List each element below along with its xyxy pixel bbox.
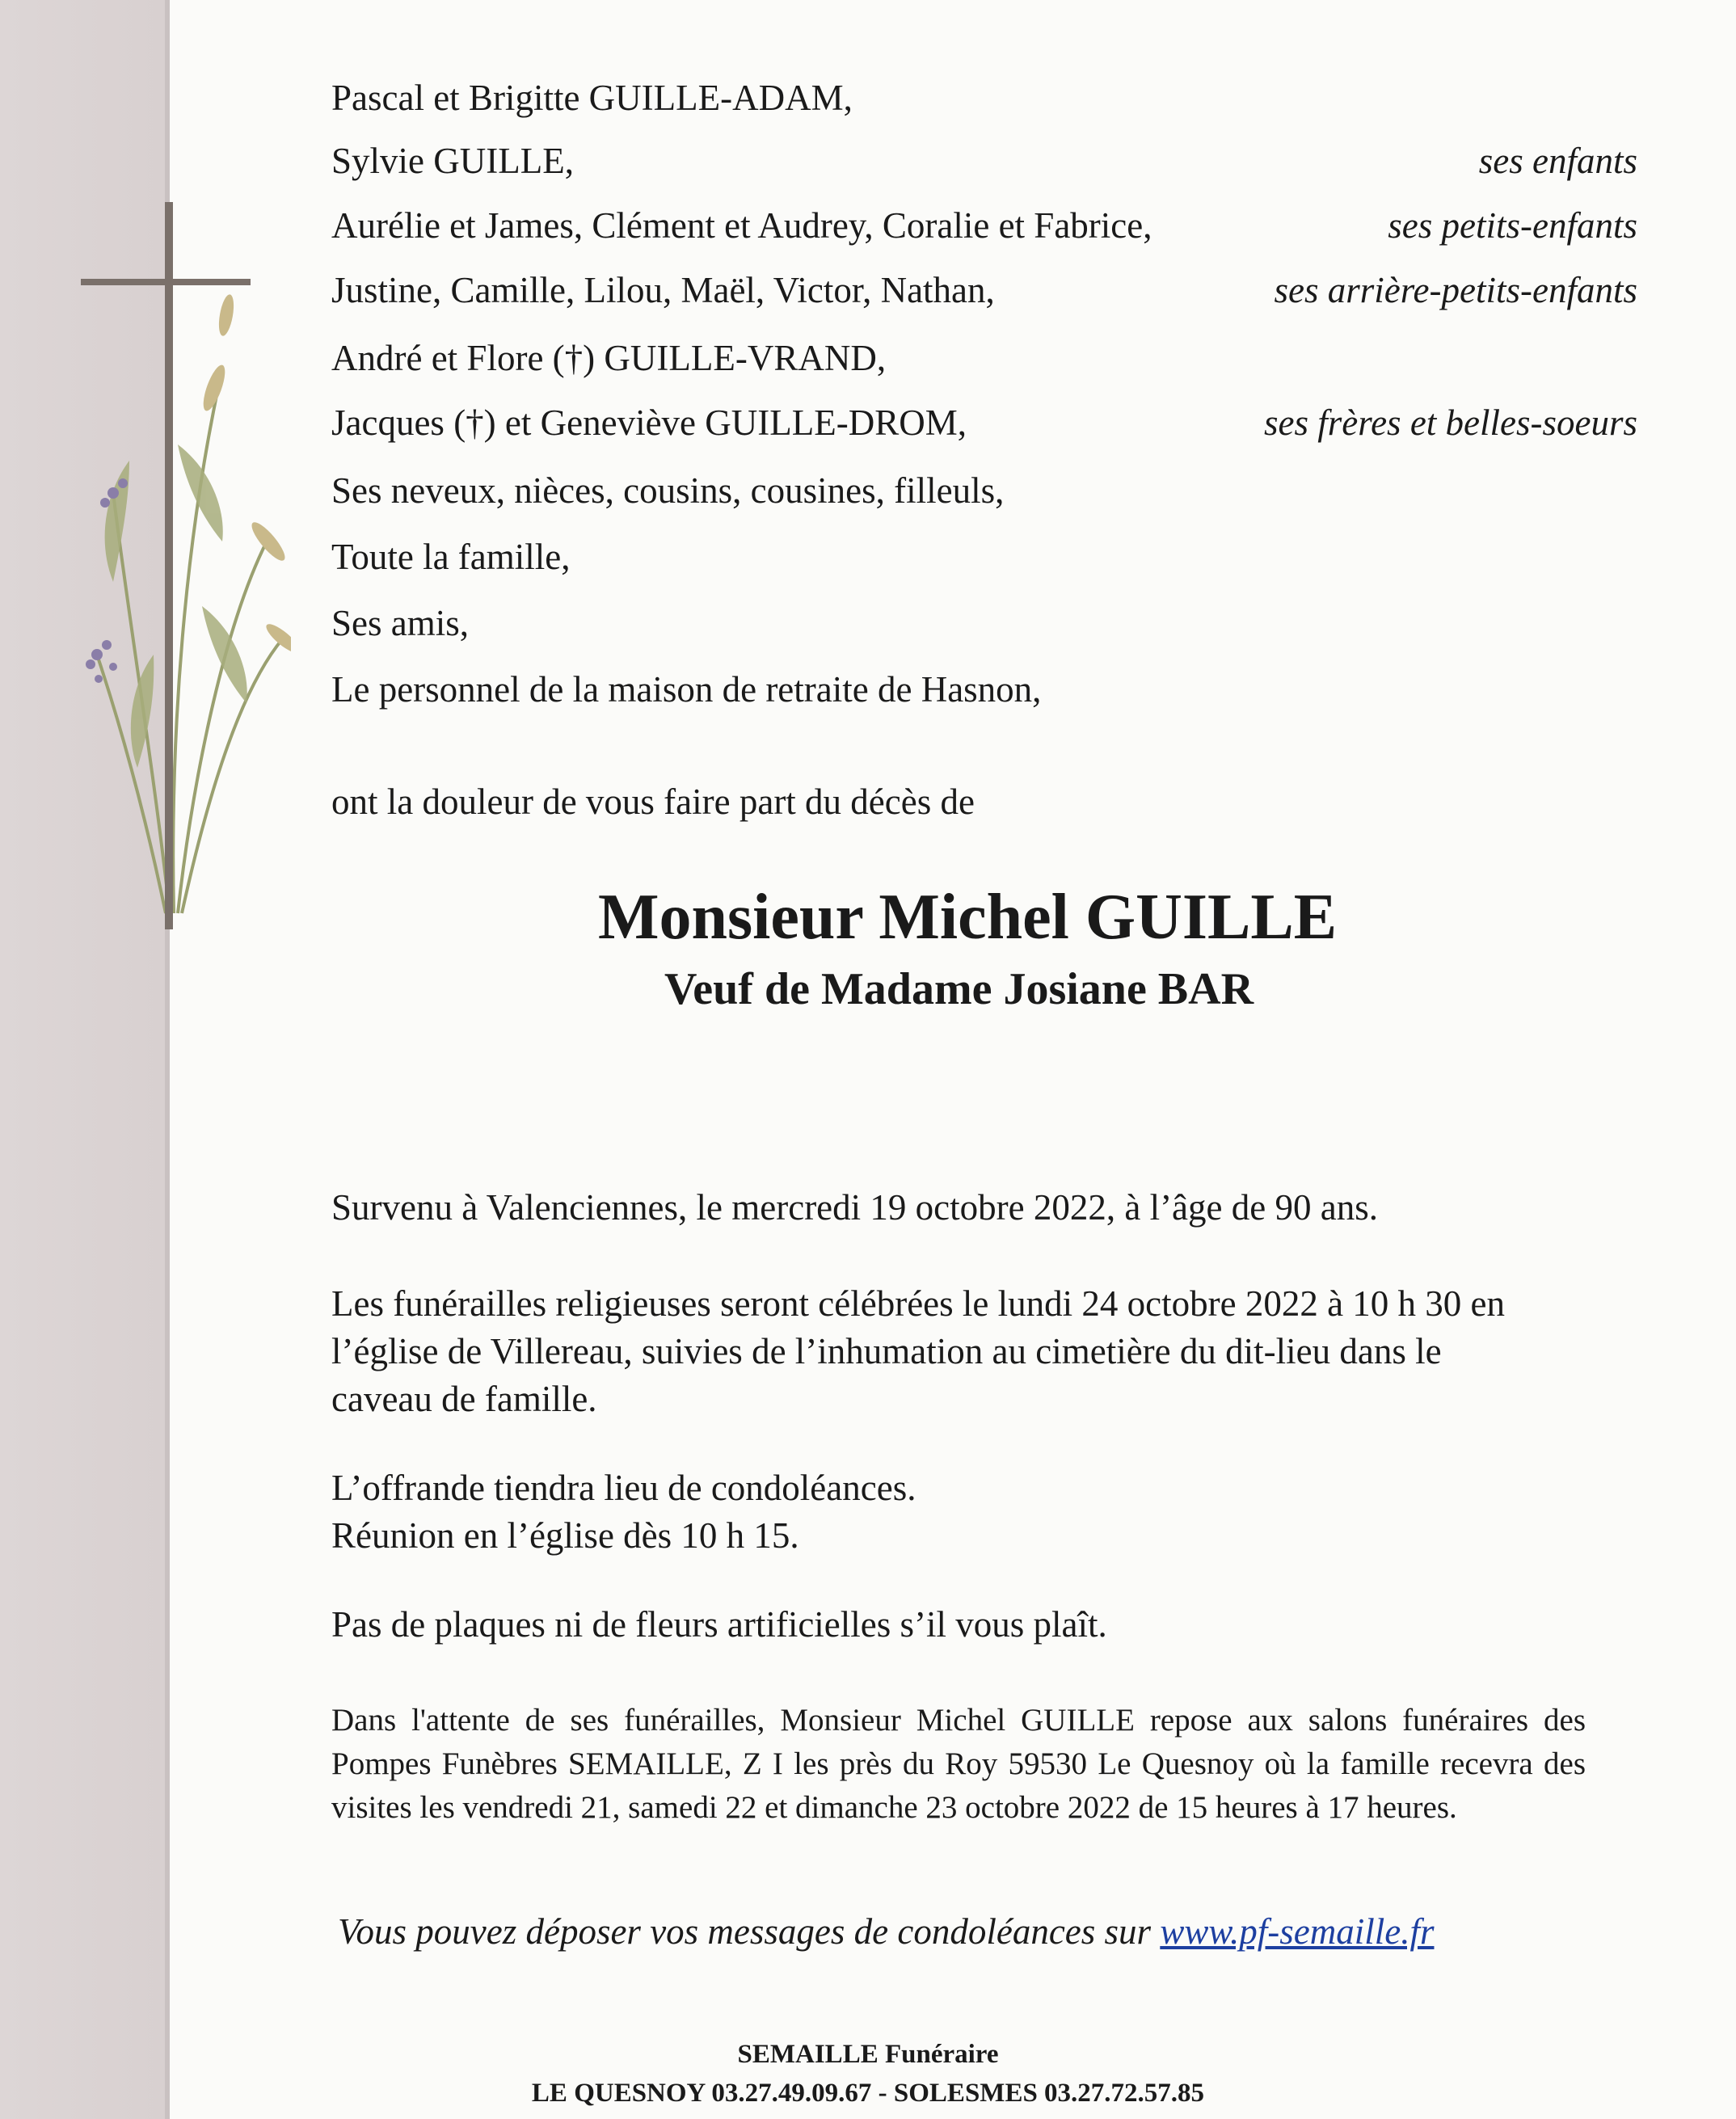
family-name: André et Flore (†) GUILLE-VRAND,	[331, 338, 887, 378]
condolences-text: Vous pouvez déposer vos messages de condoléances sur	[338, 1911, 1152, 1952]
family-row	[331, 263, 1637, 317]
family-relation: ses arrière-petits-enfants	[1274, 270, 1637, 310]
funeral-line: caveau de famille.	[331, 1379, 597, 1419]
family-row	[331, 663, 1637, 716]
family-name: Le personnel de la maison de retraite de Hasnon,	[331, 669, 1042, 710]
family-name: Pascal et Brigitte GUILLE-ADAM,	[331, 78, 853, 118]
family-relation: ses enfants	[1478, 141, 1637, 181]
family-name: Justine, Camille, Lilou, Maël, Victor, Nathan,	[331, 270, 995, 310]
offering-line: L’offrande tiendra lieu de condoléances.	[331, 1468, 916, 1508]
family-row	[331, 134, 1637, 187]
deceased-subtitle: Veuf de Madame Josiane BAR	[664, 964, 1254, 1014]
announcement: ont la douleur de vous faire part du décès de	[331, 781, 975, 822]
condolences-link[interactable]: www.pf-semaille.fr	[1160, 1911, 1435, 1952]
footer-company: SEMAILLE Funéraire	[737, 2040, 999, 2069]
funeral-line: Les funérailles religieuses seront célébrées le lundi 24 octobre 2022 à 10 h 30 en	[331, 1283, 1506, 1324]
family-row	[331, 464, 1637, 517]
footer-phones: LE QUESNOY 03.27.49.09.67 - SOLESMES 03.27.72.57.85	[531, 2079, 1205, 2108]
offering-line: Réunion en l’église dès 10 h 15.	[331, 1515, 799, 1556]
family-name: Toute la famille,	[331, 537, 571, 577]
family-relation: ses frères et belles-soeurs	[1264, 402, 1637, 443]
cross-with-wheat-icon	[81, 202, 291, 929]
family-name: Ses neveux, nièces, cousins, cousines, filleuls,	[331, 470, 1005, 511]
family-row	[331, 596, 1637, 650]
death-notice: Survenu à Valenciennes, le mercredi 19 octobre 2022, à l’âge de 90 ans.	[331, 1187, 1378, 1228]
family-row	[331, 331, 1637, 385]
family-row	[331, 396, 1637, 449]
funeral-line: l’église de Villereau, suivies de l’inhumation au cimetière du dit-lieu dans le	[331, 1331, 1442, 1371]
family-relation: ses petits-enfants	[1388, 205, 1637, 246]
family-row	[331, 199, 1637, 252]
condolences-line	[338, 1910, 1434, 1953]
family-row	[331, 530, 1637, 583]
family-name: Sylvie GUILLE,	[331, 141, 574, 181]
visitation-paragraph: Dans l'attente de ses funérailles, Monsieur Michel GUILLE repose aux salons funéraires des Pompes Funèbres SEMAILLE, Z I les près du Roy 59530 Le Quesnoy où la famille recevra des visites les vendredi 21, samedi 22 et dimanche 23 octobre 2022 de 15 heures à 17 heures.	[331, 1703, 1586, 1825]
flowers-notice: Pas de plaques ni de fleurs artificielles s’il vous plaît.	[331, 1604, 1107, 1645]
family-name: Jacques (†) et Geneviève GUILLE-DROM,	[331, 402, 967, 443]
offering-paragraph	[331, 1464, 916, 1560]
family-name: Ses amis,	[331, 603, 470, 643]
funeral-paragraph	[331, 1280, 1505, 1423]
deceased-name: Monsieur Michel GUILLE	[598, 882, 1338, 953]
family-name: Aurélie et James, Clément et Audrey, Coralie et Fabrice,	[331, 205, 1152, 246]
family-row	[331, 71, 1637, 124]
